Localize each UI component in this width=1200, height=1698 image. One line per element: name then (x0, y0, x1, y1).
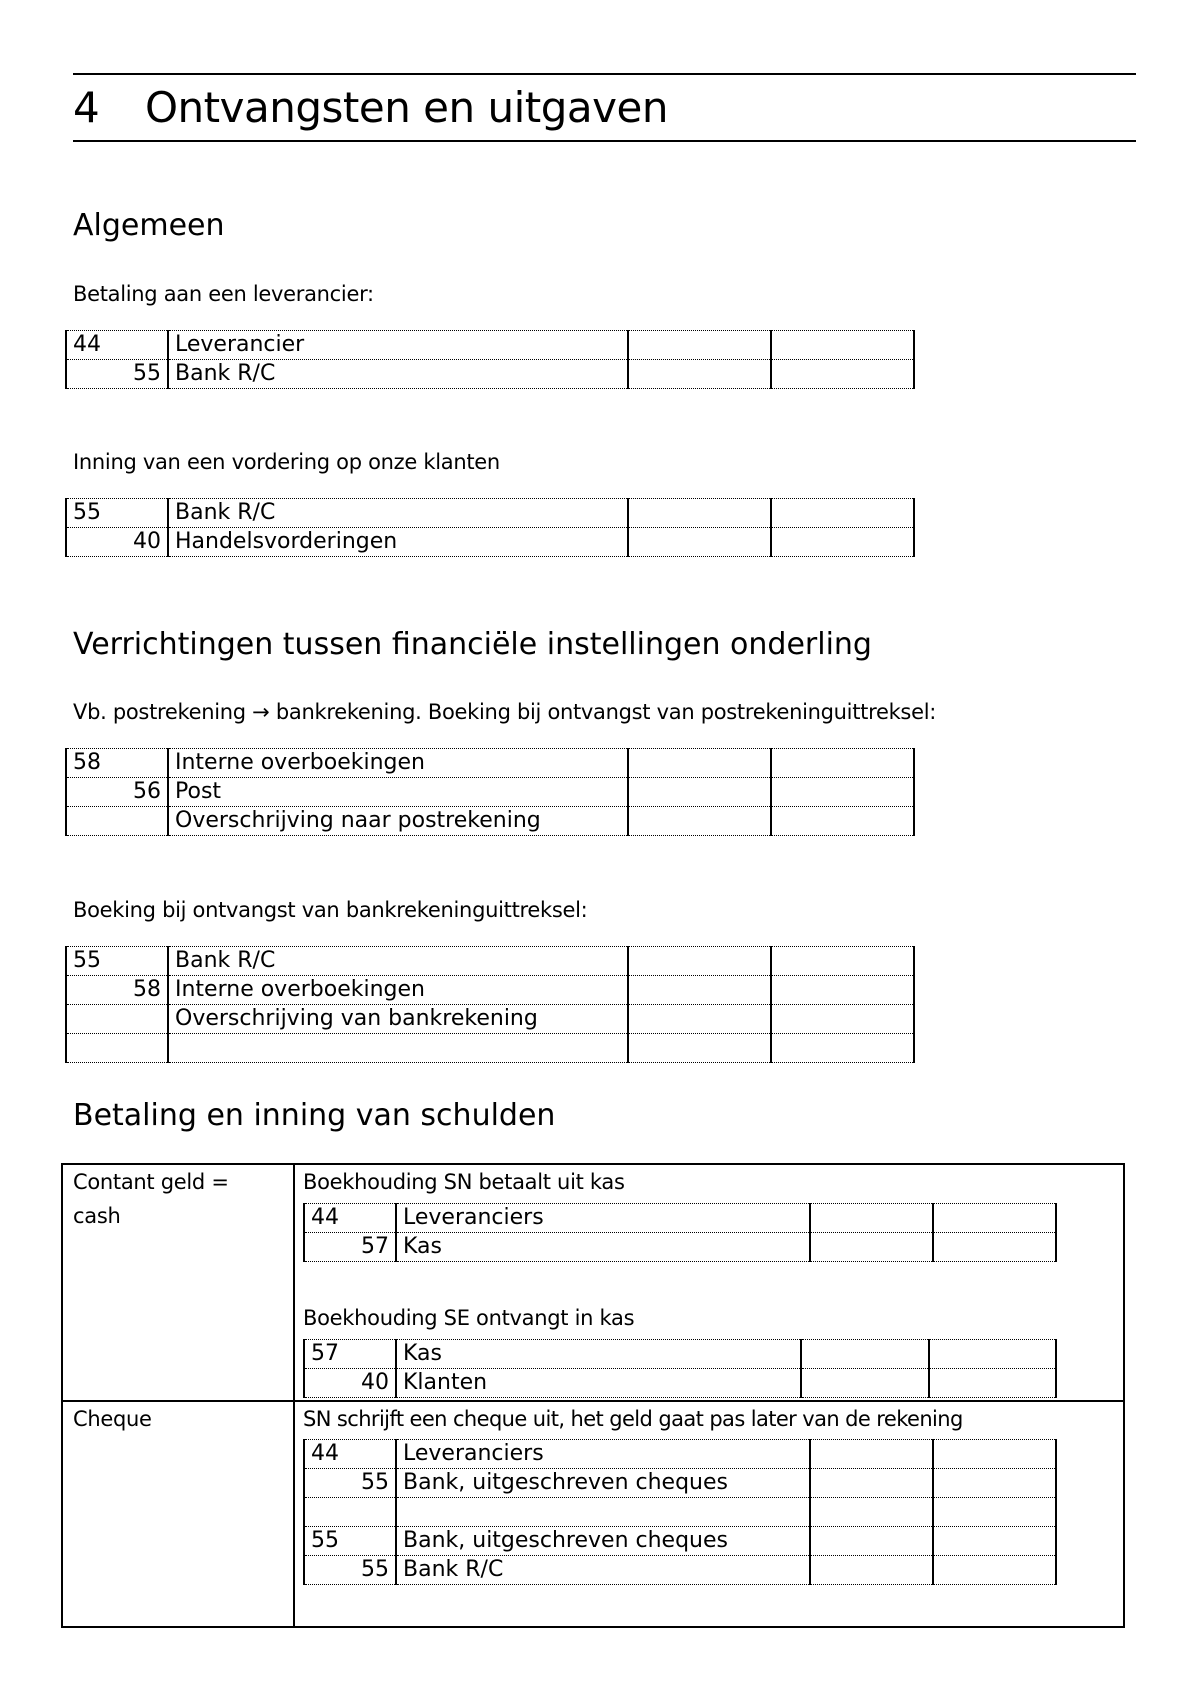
debit-amount-cell (628, 528, 771, 557)
account-number: 55 (304, 1527, 396, 1556)
account-description: Post (168, 778, 628, 807)
debit-amount-cell (810, 1469, 933, 1498)
account-description: Leveranciers (396, 1204, 810, 1233)
credit-amount-cell (929, 1340, 1056, 1369)
journal-row (304, 1469, 1056, 1498)
account-number (66, 807, 168, 836)
chapter-title (73, 80, 668, 136)
account-description: Kas (396, 1233, 810, 1262)
account-number: 44 (66, 331, 168, 360)
chapter-title-text: Ontvangsten en uitgaven (145, 83, 668, 132)
debit-amount-cell (628, 778, 771, 807)
journal-row (66, 976, 914, 1005)
account-description (168, 1034, 628, 1063)
journal-row (66, 807, 914, 836)
journal-post-to-bank (65, 748, 915, 836)
journal-table (65, 946, 915, 1063)
journal-table (65, 748, 915, 836)
credit-amount-cell (771, 778, 914, 807)
account-description: Overschrijving naar postrekening (168, 807, 628, 836)
journal-row (66, 499, 914, 528)
journal-row (304, 1369, 1056, 1398)
account-description: Bank R/C (168, 499, 628, 528)
account-number: 55 (304, 1469, 396, 1498)
debit-amount-cell (801, 1369, 929, 1398)
debit-amount-cell (810, 1498, 933, 1527)
journal-row (66, 749, 914, 778)
credit-amount-cell (933, 1498, 1056, 1527)
debit-amount-cell (801, 1340, 929, 1369)
cheque-label: Cheque (73, 1407, 152, 1431)
credit-amount-cell (771, 1005, 914, 1034)
cash-sn-label: Boekhouding SN betaalt uit kas (303, 1170, 625, 1194)
heading-algemeen: Algemeen (73, 208, 225, 243)
credit-amount-cell (933, 1440, 1056, 1469)
journal-cash-sn (303, 1203, 1057, 1262)
debit-amount-cell (810, 1233, 933, 1262)
journal-table (303, 1203, 1057, 1262)
journal-row (66, 778, 914, 807)
cash-se-label: Boekhouding SE ontvangt in kas (303, 1306, 635, 1330)
account-number: 55 (66, 360, 168, 389)
debit-amount-cell (810, 1527, 933, 1556)
debit-amount-cell (628, 1005, 771, 1034)
journal-table (65, 330, 915, 389)
credit-amount-cell (933, 1527, 1056, 1556)
account-description: Leverancier (168, 331, 628, 360)
account-number: 56 (66, 778, 168, 807)
journal-row (66, 1034, 914, 1063)
account-description: Kas (396, 1340, 801, 1369)
debit-amount-cell (628, 499, 771, 528)
account-number: 58 (66, 976, 168, 1005)
journal-row (66, 528, 914, 557)
debit-amount-cell (628, 749, 771, 778)
credit-amount-cell (933, 1233, 1056, 1262)
credit-amount-cell (933, 1556, 1056, 1585)
journal-row (66, 1005, 914, 1034)
journal-row (304, 1340, 1056, 1369)
account-number: 55 (66, 499, 168, 528)
debit-amount-cell (628, 976, 771, 1005)
account-number: 58 (66, 749, 168, 778)
heading-schulden: Betaling en inning van schulden (73, 1098, 556, 1133)
journal-table (65, 498, 915, 557)
journal-row (66, 331, 914, 360)
account-description: Overschrijving van bankrekening (168, 1005, 628, 1034)
journal-table (303, 1339, 1057, 1398)
journal-row (304, 1527, 1056, 1556)
credit-amount-cell (933, 1469, 1056, 1498)
debt-payment-table (61, 1163, 1125, 1628)
cash-label: Contant geld = cash (73, 1170, 229, 1228)
journal-bank-statement (65, 946, 915, 1063)
account-number (66, 1034, 168, 1063)
account-description: Interne overboekingen (168, 976, 628, 1005)
credit-amount-cell (771, 749, 914, 778)
account-description: Bank, uitgeschreven cheques (396, 1469, 810, 1498)
account-description: Leveranciers (396, 1440, 810, 1469)
debit-amount-cell (628, 947, 771, 976)
credit-amount-cell (771, 976, 914, 1005)
top-rule (73, 73, 1136, 75)
journal-row (304, 1440, 1056, 1469)
label-bank-statement: Boeking bij ontvangst van bankrekeninguittreksel: (73, 898, 588, 922)
account-description: Bank R/C (168, 947, 628, 976)
journal-row (304, 1233, 1056, 1262)
account-description: Bank R/C (168, 360, 628, 389)
account-number: 44 (304, 1440, 396, 1469)
account-number: 40 (66, 528, 168, 557)
account-description: Bank, uitgeschreven cheques (396, 1527, 810, 1556)
credit-amount-cell (771, 331, 914, 360)
account-number (66, 1005, 168, 1034)
journal-table (303, 1439, 1057, 1585)
journal-row (304, 1498, 1056, 1527)
journal-cheque (303, 1439, 1057, 1585)
journal-cash-se (303, 1339, 1057, 1398)
credit-amount-cell (771, 807, 914, 836)
chapter-number: 4 (73, 83, 100, 132)
credit-amount-cell (933, 1204, 1056, 1233)
account-number: 57 (304, 1340, 396, 1369)
account-description: Bank R/C (396, 1556, 810, 1585)
account-description: Klanten (396, 1369, 801, 1398)
account-number: 44 (304, 1204, 396, 1233)
journal-row (66, 360, 914, 389)
account-number: 55 (304, 1556, 396, 1585)
cheque-description: SN schrijft een cheque uit, het geld gaat pas later van de rekening (303, 1407, 963, 1431)
debit-amount-cell (810, 1204, 933, 1233)
account-description (396, 1498, 810, 1527)
journal-payment-supplier (65, 330, 915, 389)
journal-row (304, 1556, 1056, 1585)
debit-amount-cell (628, 807, 771, 836)
journal-row (304, 1204, 1056, 1233)
credit-amount-cell (771, 1034, 914, 1063)
credit-amount-cell (771, 360, 914, 389)
debit-amount-cell (810, 1440, 933, 1469)
title-underline (73, 140, 1136, 142)
journal-row (66, 947, 914, 976)
credit-amount-cell (929, 1369, 1056, 1398)
credit-amount-cell (771, 947, 914, 976)
account-number: 55 (66, 947, 168, 976)
label-collection-customers: Inning van een vordering op onze klanten (73, 450, 500, 474)
label-payment-supplier: Betaling aan een leverancier: (73, 282, 374, 306)
account-number (304, 1498, 396, 1527)
debit-amount-cell (628, 1034, 771, 1063)
credit-amount-cell (771, 499, 914, 528)
account-number: 57 (304, 1233, 396, 1262)
label-post-to-bank: Vb. postrekening → bankrekening. Boeking bij ontvangst van postrekeninguittreksel: (73, 700, 936, 724)
debit-amount-cell (628, 360, 771, 389)
heading-verrichtingen: Verrichtingen tussen financiële instellingen onderling (73, 627, 872, 662)
account-number: 40 (304, 1369, 396, 1398)
credit-amount-cell (771, 528, 914, 557)
account-description: Interne overboekingen (168, 749, 628, 778)
debit-amount-cell (810, 1556, 933, 1585)
account-description: Handelsvorderingen (168, 528, 628, 557)
debit-amount-cell (628, 331, 771, 360)
journal-collection-customers (65, 498, 915, 557)
